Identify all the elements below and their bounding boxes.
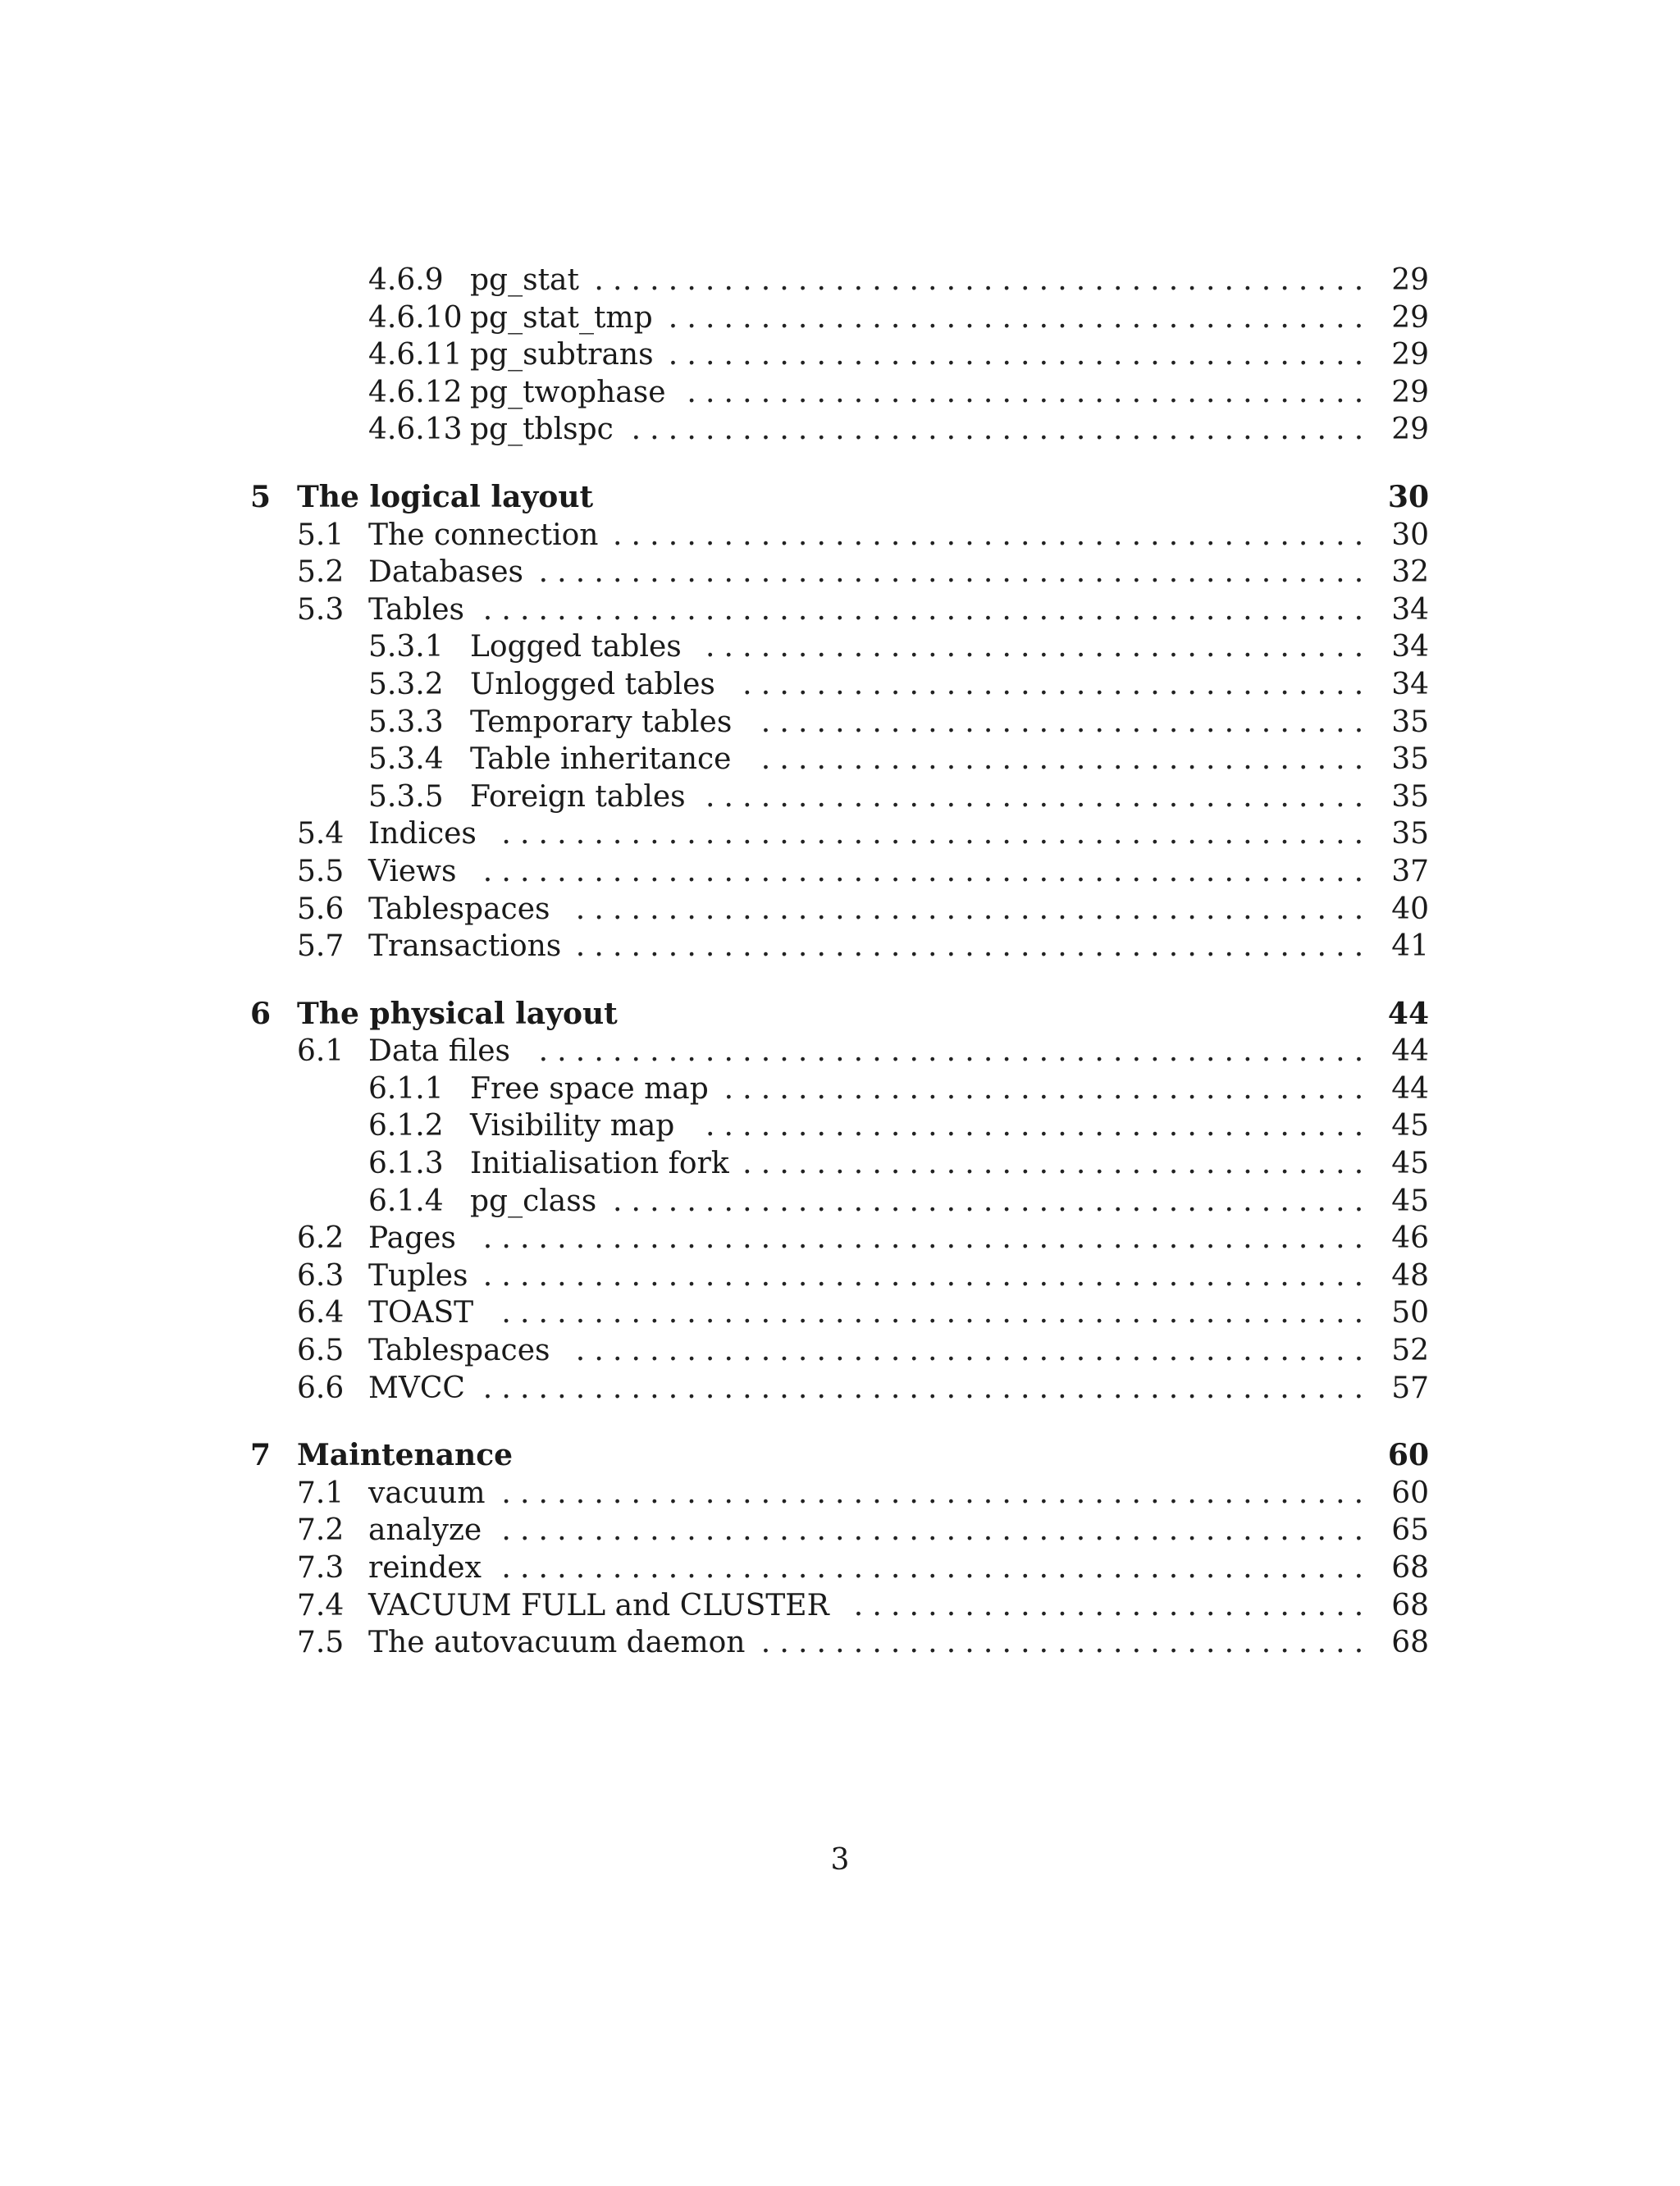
toc-entry[interactable] [250, 1220, 1429, 1257]
toc-entry-title: Temporary tables [470, 704, 737, 742]
dot-leader: . . . . . . . . . . . . . . . . . . . . . . . . . . . . . . . . . . . . . . . . . . . . . . . . [482, 1258, 1364, 1293]
toc-entry[interactable] [250, 1294, 1429, 1332]
toc-entry-page: 68 [1391, 1551, 1429, 1585]
toc-entry-number: 5.3.1 [368, 630, 444, 664]
dot-leader: . . . . . . . . . . . . . . . . . . . . . . . . . . . . . . . . . . . . . . . . [631, 413, 1364, 447]
toc-entry-page: 37 [1391, 854, 1429, 888]
toc-entry-title: Transactions [368, 928, 566, 965]
toc-entry[interactable] [250, 336, 1429, 374]
toc-entry-number: 6.2 [297, 1221, 345, 1256]
toc-entry-title: Views [368, 853, 461, 891]
toc-entry-page: 29 [1391, 338, 1429, 372]
toc-entry[interactable] [250, 891, 1429, 929]
toc-entry-number: 5.7 [297, 929, 345, 964]
toc-entry[interactable] [250, 741, 1429, 778]
dot-leader: . . . . . . . . . . . . . . . . . . . . . . . . . . . . . . . . . . . . . . . . . . . . . . . . [482, 1371, 1364, 1405]
page-number: 3 [830, 1843, 850, 1877]
dot-leader: . . . . . . . . . . . . . . . . . . . . . . . . . . . . . . . . . . . . . . [668, 300, 1364, 335]
toc-entry-number: 6.5 [297, 1334, 345, 1368]
toc-entry-title: VACUUM FULL and CLUSTER [368, 1587, 834, 1625]
toc-entry-page: 34 [1391, 592, 1429, 627]
toc-entry-number: 4.6.13 [368, 413, 463, 447]
toc-entry-title: reindex [368, 1549, 486, 1587]
dot-leader: . . . . . . . . . . . . . . . . . . . . . . . . . . . . . . . . . . . . [705, 779, 1364, 814]
dot-leader: . . . . . . . . . . . . . . . . . . . . . . . . . . . . . . . . . . . . . . . . . . [594, 263, 1364, 297]
dot-leader: . . . . . . . . . . . . . . . . . . . . . . . . . . . . . . . . . . . . . . [668, 338, 1364, 372]
dot-leader: . . . . . . . . . . . . . . . . . . . . . . . . . . . . . . . . . . . . . . . . . . . [575, 892, 1364, 926]
dot-leader: . . . . . . . . . . . . . . . . . . . . . . . . . . . . . . . . . . . . . . . . . . . . . . . [501, 1513, 1364, 1548]
toc-entry-page: 29 [1391, 413, 1429, 447]
toc-entry-page: 45 [1391, 1184, 1429, 1218]
toc-entry-title: Logged tables [470, 628, 687, 666]
toc-entry-title: Databases [368, 554, 528, 591]
toc-entry-page: 29 [1391, 300, 1429, 335]
toc-entry-page: 44 [1391, 1034, 1429, 1069]
toc-entry-title: Foreign tables [470, 778, 691, 816]
toc-entry-title: The physical layout [297, 996, 623, 1034]
toc-entry[interactable] [250, 554, 1429, 591]
toc-entry-number: 7.5 [297, 1626, 345, 1660]
toc-entry[interactable] [250, 1107, 1429, 1145]
toc-entry-title: The autovacuum daemon [368, 1624, 750, 1662]
toc-entry-title: TOAST [368, 1294, 478, 1332]
toc-entry-number: 6.4 [297, 1296, 345, 1330]
toc-chapter[interactable] [250, 1437, 1429, 1475]
dot-leader: . . . . . . . . . . . . . . . . . . . . . . . . . . . . . . . . . . [742, 667, 1364, 701]
toc-entry-title: pg_class [470, 1183, 601, 1221]
dot-leader: . . . . . . . . . . . . . . . . . . . . . . . . . . . . . . . . . . . . . . . . . [612, 518, 1364, 552]
dot-leader: . . . . . . . . . . . . . . . . . . . . . . . . . . . . . . . . . . . . . . . . . . . . . [538, 1034, 1364, 1069]
dot-leader: . . . . . . . . . . . . . . . . . . . . . . . . . . . . . . . . . . . . . . . . . . . [575, 929, 1364, 964]
dot-leader: . . . . . . . . . . . . . . . . . . . . . . . . . . . . . . . . . . . . . . . . . . . . . . . . [482, 854, 1364, 888]
toc-entry-page: 32 [1391, 555, 1429, 590]
toc-entry-page: 68 [1391, 1626, 1429, 1660]
toc-entry-number: 5.4 [297, 817, 345, 851]
toc-chapter[interactable] [250, 479, 1429, 517]
toc-entry-number: 6 [250, 996, 272, 1031]
toc-entry-page: 34 [1391, 630, 1429, 664]
toc-entry[interactable] [250, 374, 1429, 412]
toc-entry-page: 46 [1391, 1221, 1429, 1256]
toc-entry-title: Unlogged tables [470, 666, 720, 704]
dot-leader: . . . . . . . . . . . . . . . . . . . . . . . . . . . . . . . . . . . . . . . . . [612, 1184, 1364, 1218]
toc-entry-page: 34 [1391, 667, 1429, 701]
toc-entry-number: 4.6.10 [368, 300, 463, 335]
dot-leader: . . . . . . . . . . . . . . . . . . . . . . . . . . . . . . . . . . . [724, 1071, 1364, 1106]
toc-entry[interactable] [250, 704, 1429, 742]
toc-entry-number: 5.3.3 [368, 705, 444, 739]
toc-entry-number: 7.1 [297, 1476, 345, 1510]
toc-entry-number: 5.3.5 [368, 779, 444, 814]
toc-entry-title: Tablespaces [368, 1332, 555, 1370]
toc-entry-number: 5.2 [297, 555, 345, 590]
toc-entry-page: 35 [1391, 817, 1429, 851]
toc-entry-number: 5.3.4 [368, 742, 444, 777]
toc-entry-number: 7.2 [297, 1513, 345, 1548]
toc-entry[interactable] [250, 1183, 1429, 1221]
toc-entry-page: 44 [1387, 996, 1429, 1031]
toc-entry-number: 5.1 [297, 518, 345, 552]
toc-entry-page: 41 [1391, 929, 1429, 964]
table-of-contents [250, 262, 1429, 1662]
toc-entry-page: 52 [1391, 1334, 1429, 1368]
toc-entry[interactable] [250, 1587, 1429, 1625]
toc-entry-page: 40 [1391, 892, 1429, 926]
toc-entry-number: 4.6.11 [368, 338, 463, 372]
toc-entry-number: 5.6 [297, 892, 345, 926]
toc-entry-title: vacuum [368, 1475, 490, 1513]
toc-entry-number: 6.1.1 [368, 1071, 444, 1106]
toc-entry[interactable] [250, 666, 1429, 704]
dot-leader: . . . . . . . . . . . . . . . . . . . . . . . . . . . . . . . . . . . . . . . . . . . . . . . [501, 817, 1364, 851]
toc-entry-title: pg_stat [470, 262, 584, 299]
toc-entry-title: MVCC [368, 1370, 470, 1408]
toc-entry-title: The logical layout [297, 479, 598, 517]
toc-entry-number: 6.3 [297, 1258, 345, 1293]
toc-entry-number: 6.6 [297, 1371, 345, 1405]
toc-entry[interactable] [250, 262, 1429, 299]
toc-entry-page: 45 [1391, 1147, 1429, 1181]
toc-entry-title: The connection [368, 517, 603, 554]
toc-entry[interactable] [250, 853, 1429, 891]
toc-entry[interactable] [250, 1370, 1429, 1408]
toc-entry-page: 57 [1391, 1371, 1429, 1405]
toc-entry-number: 4.6.12 [368, 375, 463, 409]
dot-leader: . . . . . . . . . . . . . . . . . . . . . . . . . . . . . . . . . . . . . . . . . . . . . . . . [482, 1221, 1364, 1256]
toc-entry-page: 50 [1391, 1296, 1429, 1330]
dot-leader: . . . . . . . . . . . . . . . . . . . . . . . . . . . . . . . . . . . . . . . . . . . . . [538, 555, 1364, 590]
toc-entry-number: 6.1.3 [368, 1147, 444, 1181]
toc-entry-page: 44 [1391, 1071, 1429, 1106]
toc-entry-page: 30 [1387, 479, 1429, 514]
toc-entry-title: Free space map [470, 1070, 714, 1108]
toc-entry-title: pg_subtrans [470, 336, 659, 374]
toc-entry[interactable] [250, 1512, 1429, 1549]
toc-entry-page: 48 [1391, 1258, 1429, 1293]
toc-entry[interactable] [250, 1145, 1429, 1183]
toc-entry[interactable] [250, 591, 1429, 629]
toc-entry[interactable] [250, 1257, 1429, 1295]
toc-entry[interactable] [250, 411, 1429, 449]
toc-entry-page: 30 [1391, 518, 1429, 552]
toc-entry-page: 68 [1391, 1588, 1429, 1622]
dot-leader: . . . . . . . . . . . . . . . . . . . . . . . . . . . . . . . . . . . . . . . . . . . . . . . [501, 1476, 1364, 1510]
toc-entry-page: 35 [1391, 779, 1429, 814]
toc-entry-number: 6.1.2 [368, 1109, 444, 1143]
toc-entry-page: 45 [1391, 1109, 1429, 1143]
toc-entry-title: Pages [368, 1220, 461, 1257]
toc-entry-title: analyze [368, 1512, 486, 1549]
toc-entry[interactable] [250, 1549, 1429, 1587]
toc-entry-number: 7 [250, 1438, 272, 1473]
toc-entry-number: 6.1 [297, 1034, 345, 1069]
toc-entry-title: Tablespaces [368, 891, 555, 929]
toc-entry-page: 29 [1391, 375, 1429, 409]
dot-leader: . . . . . . . . . . . . . . . . . . . . . . . . . . . . . . . . . . . . . . . . . . . . . . . [501, 1296, 1364, 1330]
toc-entry-title: pg_twophase [470, 374, 671, 412]
toc-entry-title: pg_stat_tmp [470, 299, 658, 337]
toc-entry-number: 5 [250, 479, 272, 514]
toc-entry-page: 35 [1391, 705, 1429, 739]
toc-entry-title: Initialisation fork [470, 1145, 734, 1183]
toc-entry[interactable] [250, 628, 1429, 666]
toc-entry[interactable] [250, 778, 1429, 816]
dot-leader: . . . . . . . . . . . . . . . . . . . . . . . . . . . . . . . . . . . . [705, 1109, 1364, 1143]
toc-entry-title: Tables [368, 591, 469, 629]
toc-entry-title: pg_tblspc [470, 411, 619, 449]
toc-entry-page: 60 [1391, 1476, 1429, 1510]
toc-entry-number: 7.3 [297, 1551, 345, 1585]
dot-leader: . . . . . . . . . . . . . . . . . . . . . . . . . . . . [853, 1588, 1364, 1622]
toc-entry-number: 4.6.9 [368, 263, 444, 297]
dot-leader: . . . . . . . . . . . . . . . . . . . . . . . . . . . . . . . . . . . . . [687, 375, 1364, 409]
toc-entry-number: 5.3 [297, 592, 345, 627]
toc-entry[interactable] [250, 1475, 1429, 1513]
toc-entry[interactable] [250, 928, 1429, 965]
toc-entry-title: Tuples [368, 1257, 473, 1295]
dot-leader: . . . . . . . . . . . . . . . . . . . . . . . . . . . . . . . . . . . . . . . . . . . . . . . . [482, 592, 1364, 627]
toc-entry-title: Indices [368, 815, 482, 853]
toc-entry-page: 29 [1391, 263, 1429, 297]
dot-leader: . . . . . . . . . . . . . . . . . . . . . . . . . . . . . . . . . [760, 742, 1364, 777]
toc-entry[interactable] [250, 517, 1429, 554]
toc-entry[interactable] [250, 815, 1429, 853]
toc-entry-page: 65 [1391, 1513, 1429, 1548]
toc-entry-page: 35 [1391, 742, 1429, 777]
dot-leader: . . . . . . . . . . . . . . . . . . . . . . . . . . . . . . . . . . [742, 1147, 1364, 1181]
toc-entry[interactable] [250, 1070, 1429, 1108]
toc-entry[interactable] [250, 1624, 1429, 1662]
toc-entry-title: Data files [368, 1033, 515, 1070]
toc-entry[interactable] [250, 1332, 1429, 1370]
toc-entry-page: 60 [1387, 1438, 1429, 1473]
toc-entry-title: Maintenance [297, 1437, 518, 1475]
dot-leader: . . . . . . . . . . . . . . . . . . . . . . . . . . . . . . . . . [760, 705, 1364, 739]
toc-entry[interactable] [250, 1033, 1429, 1070]
toc-entry-title: Visibility map [470, 1107, 679, 1145]
toc-entry-number: 5.3.2 [368, 667, 444, 701]
toc-chapter[interactable] [250, 996, 1429, 1034]
toc-entry-number: 5.5 [297, 854, 345, 888]
toc-entry-title: Table inheritance [470, 741, 736, 778]
dot-leader: . . . . . . . . . . . . . . . . . . . . . . . . . . . . . . . . . . . . . . . . . . . [575, 1334, 1364, 1368]
toc-entry-number: 7.4 [297, 1588, 345, 1622]
dot-leader: . . . . . . . . . . . . . . . . . . . . . . . . . . . . . . . . . . . . . . . . . . . . . . . [501, 1551, 1364, 1585]
toc-entry[interactable] [250, 299, 1429, 337]
dot-leader: . . . . . . . . . . . . . . . . . . . . . . . . . . . . . . . . . [760, 1626, 1364, 1660]
toc-entry-number: 6.1.4 [368, 1184, 444, 1218]
dot-leader: . . . . . . . . . . . . . . . . . . . . . . . . . . . . . . . . . . . . [705, 630, 1364, 664]
